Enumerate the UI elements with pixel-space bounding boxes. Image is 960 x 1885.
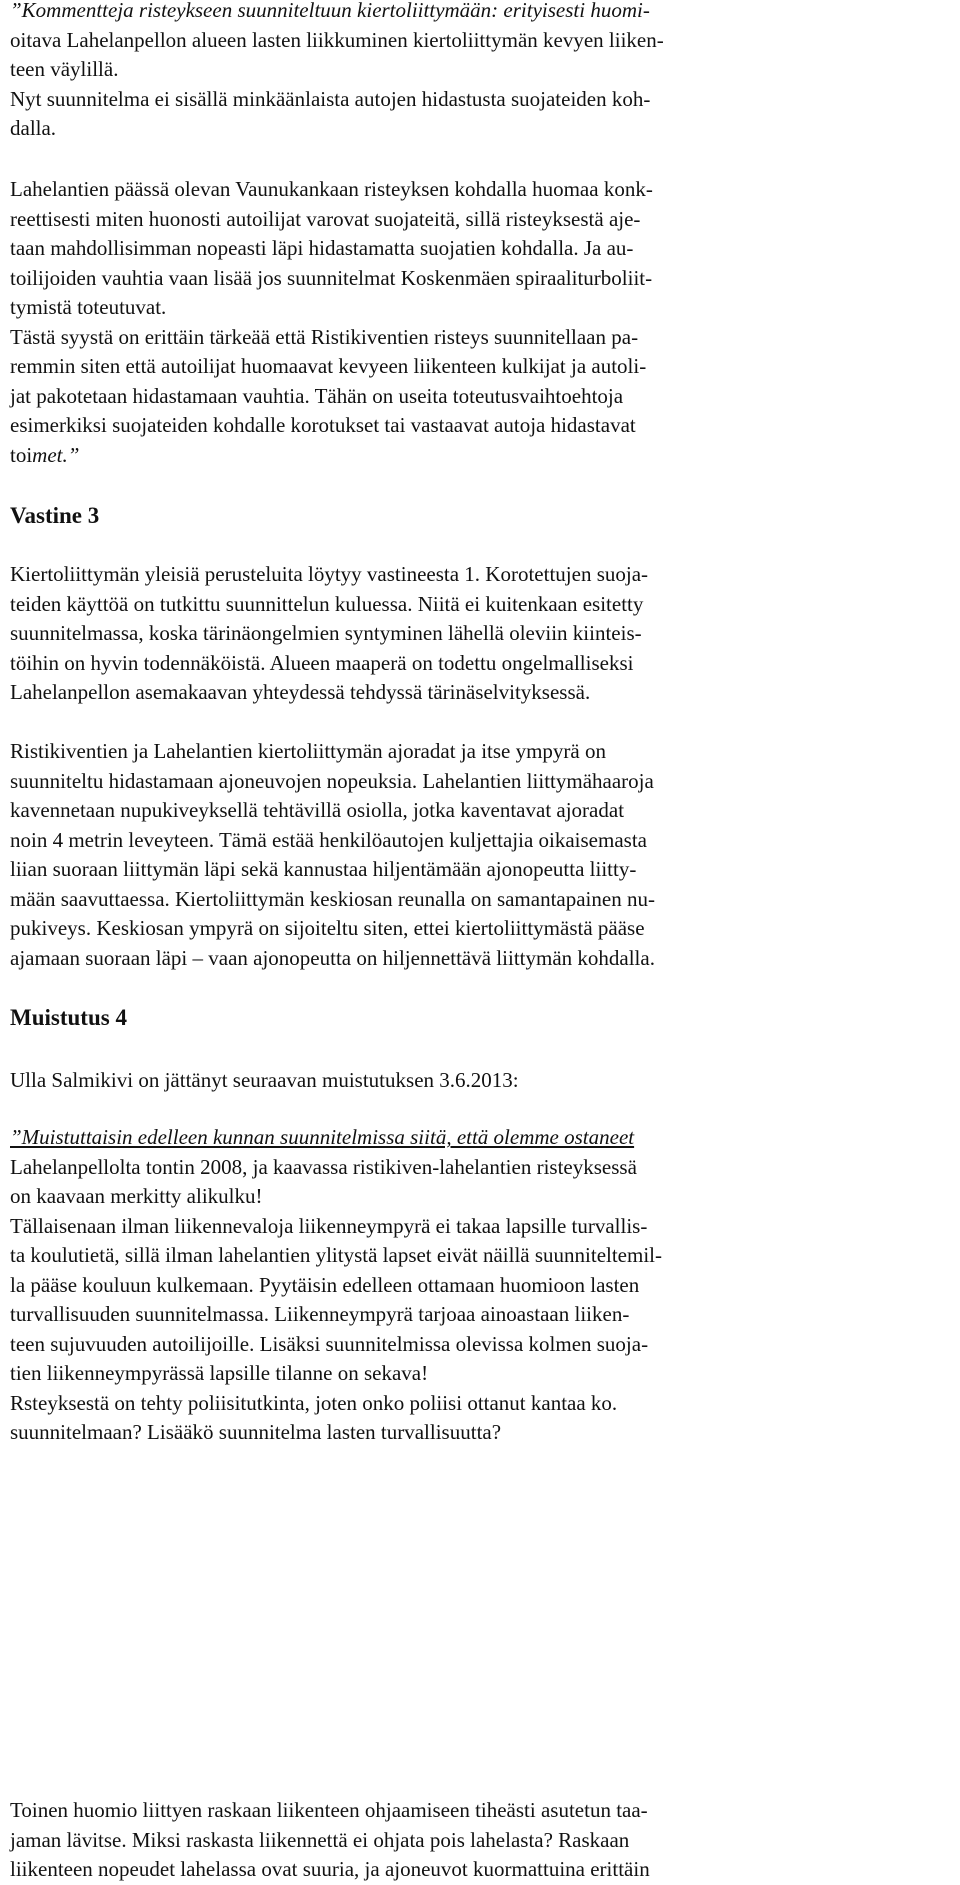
section-heading: Vastine 3 [10,503,100,528]
intro-quote [10,0,664,144]
text-line: Toinen huomio liittyen raskaan liikenteen ohjaamiseen tiheästi asutetun taa- [10,1798,648,1822]
text-line: Ulla Salmikivi on jättänyt seuraavan muistutuksen 3.6.2013: [10,1068,519,1092]
quote-paragraph [10,175,653,323]
text-line: Tällaisenaan ilman liikennevaloja liikenneympyrä ei takaa lapsille turvallis- [10,1213,648,1238]
text-line: Lahelanpellon asemakaavan yhteydessä tehdyssä tärinäselvityksessä. [10,680,591,704]
text-fragment-italic: met.” [32,442,80,467]
text-line: Rsteyksestä on tehty poliisitutkinta, joten onko poliisi ottanut kantaa ko. [10,1390,618,1415]
text-line: noin 4 metrin leveyteen. Tämä estää henkilöautojen kuljettajia oikaisemasta [10,827,647,852]
text-line: esimerkiksi suojateiden kohdalle korotukset tai vastaavat autoja hidastavat [10,413,636,437]
text-line: suunnitelmaan? Lisääkö suunnitelma lasten turvallisuutta? [10,1420,502,1444]
text-line: pukiveys. Keskiosan ympyrä on sijoiteltu siten, ettei kiertoliittymästä pääse [10,916,645,940]
text-line: teiden käyttöä on tutkittu suunnittelun kuluessa. Niitä ei kuitenkaan esitetty [10,591,644,616]
text-line: tymistä toteutuvat. [10,295,167,319]
text-line: kavennetaan nupukiveyksellä tehtävillä osiolla, jotka kaventavat ajoradat [10,798,625,822]
text-line: mään saavuttaessa. Kiertoliittymän keskiosan reunalla on samantapainen nu- [10,886,655,911]
text-fragment: toi [10,442,33,467]
text-line: liian suoraan liittymän läpi sekä kannustaa hiljentämään ajonopeutta liitty- [10,857,637,881]
vastine-3-para-1 [10,560,648,708]
text-line: Kiertoliittymän yleisiä perusteluita löytyy vastineesta 1. Korotettujen suoja- [10,562,649,586]
intro-quote-line: teen väylillä. [10,57,119,81]
section-muistutus-4 [10,1002,127,1033]
section-heading: Muistutus 4 [10,1005,127,1030]
text-line: töihin on hyvin todennäköistä. Alueen maaperä on todettu ongelmalliseksi [10,650,634,675]
text-line [10,441,653,471]
text-line: toilijoiden vauhtia vaan lisää jos suunnitelmat Koskenmäen spiraaliturboliit- [10,265,653,290]
quote-body [10,175,653,470]
intro-quote-line: ”Kommentteja risteykseen suunniteltuun kiertoliittymään: erityisesti huomi- [10,0,650,22]
vastine-3-para-2 [10,737,655,973]
text-line: remmin siten että autoilijat huomaavat kevyeen liikenteen kulkijat ja autoli- [10,354,647,378]
quote-paragraph [10,323,653,471]
text-line: ta koulutietä, sillä ilman lahelantien ylitystä lapset eivät näillä suunniteltemil- [10,1243,662,1267]
muistutus-4-quote [10,1123,662,1448]
section-vastine-3 [10,500,99,531]
text-line: ajamaan suoraan läpi – vaan ajonopeutta on hiljennettävä liittymän kohdalla. [10,945,655,970]
text-line: tien liikenneympyrässä lapsille tilanne on sekava! [10,1361,429,1385]
text-line: teen sujuvuuden autoilijoille. Lisäksi suunnitelmissa olevissa kolmen suoja- [10,1331,649,1356]
text-line: on kaavaan merkitty alikulku! [10,1184,263,1208]
text-line: turvallisuuden suunnitelmassa. Liikenneympyrä tarjoaa ainoastaan liiken- [10,1302,630,1326]
intro-quote-line: dalla. [10,116,57,140]
muistutus-4-last-para [10,1796,650,1885]
text-line: Tästä syystä on erittäin tärkeää että Ristikiventien risteys suunnitellaan pa- [10,324,639,349]
quote-first-line: ”Muistuttaisin edelleen kunnan suunnitelmissa siitä, että olemme ostaneet [10,1125,635,1149]
text-line: suunniteltu hidastamaan ajoneuvojen nopeuksia. Lahelantien liittymähaaroja [10,768,654,793]
text-line: Ristikiventien ja Lahelantien kiertoliittymän ajoradat ja itse ympyrä on [10,739,606,763]
text-line: reettisesti miten huonosti autoilijat varovat suojateitä, sillä risteyksestä aje- [10,206,641,231]
intro-quote-line: Nyt suunnitelma ei sisällä minkäänlaista autojen hidastusta suojateiden koh- [10,86,651,111]
muistutus-4-intro [10,1066,519,1096]
text-line: jaman lävitse. Miksi raskasta liikennettä ei ohjata pois lahelasta? Raskaan [10,1827,630,1852]
text-line: liikenteen nopeudet lahelassa ovat suuria, ja ajoneuvot kuormattuina erittäin [10,1857,650,1881]
text-line: Lahelantien päässä olevan Vaunukankaan risteyksen kohdalla huomaa konk- [10,177,653,201]
text-line: jat pakotetaan hidastamaan vauhtia. Tähän on useita toteutusvaihtoehtoja [10,383,624,408]
text-line: taan mahdollisimman nopeasti läpi hidastamatta suojatien kohdalla. Ja au- [10,236,634,260]
text-line: Lahelanpellolta tontin 2008, ja kaavassa ristikiven-lahelantien risteyksessä [10,1154,637,1179]
text-line: suunnitelmassa, koska tärinäongelmien syntyminen lähellä oleviin kiinteis- [10,621,642,645]
intro-quote-line: oitava Lahelanpellon alueen lasten liikkuminen kiertoliittymän kevyen liiken- [10,27,664,52]
text-line: la pääse kouluun kulkemaan. Pyytäisin edelleen ottamaan huomioon lasten [10,1272,640,1297]
